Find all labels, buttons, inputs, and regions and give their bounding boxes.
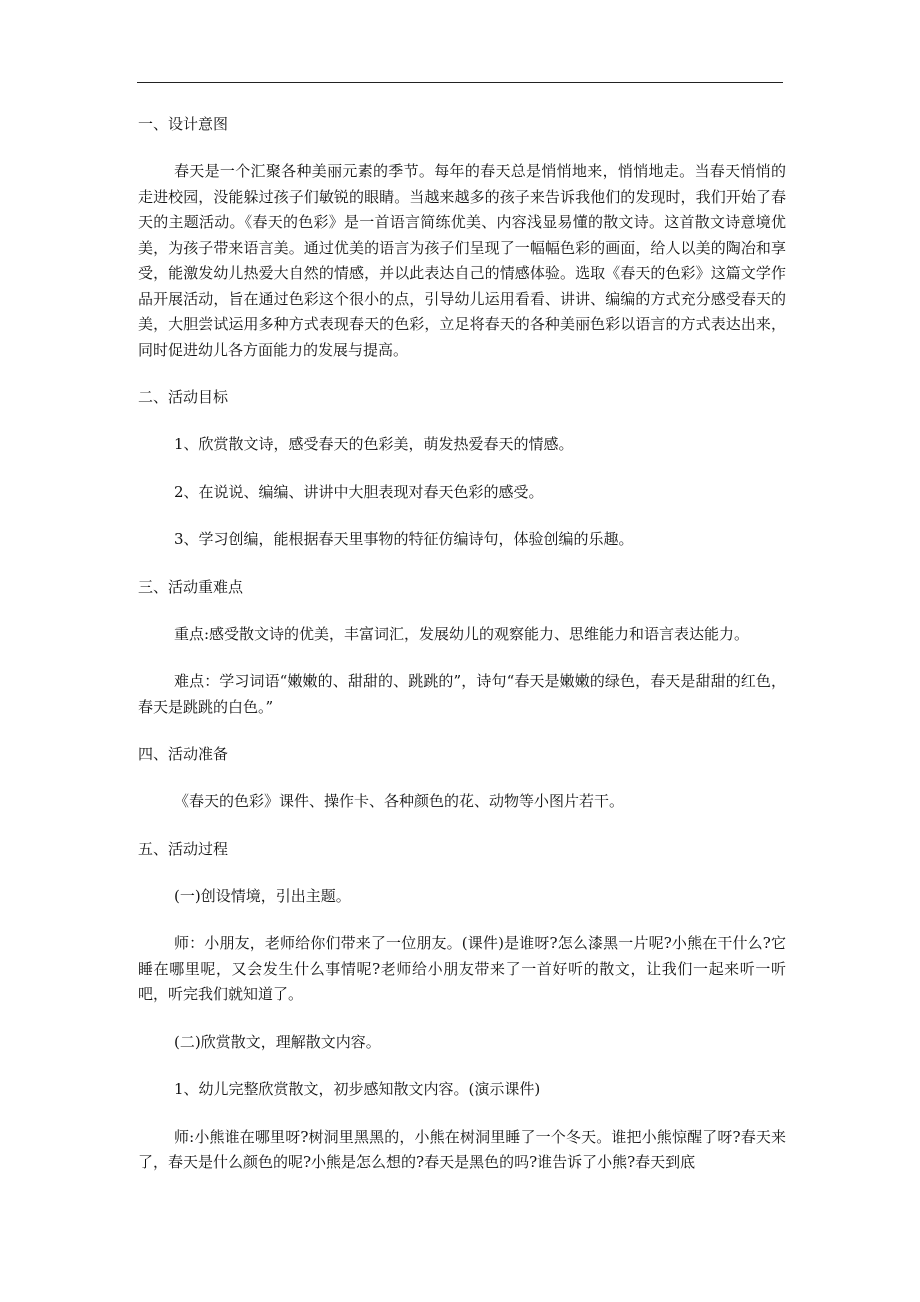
section-heading-design-intent: 一、设计意图 — [138, 115, 229, 133]
difficult-point-paragraph: 难点：学习词语“嫩嫩的、甜甜的、跳跳的”，诗句“春天是嫩嫩的绿色，春天是甜甜的红色，春天是跳跳的白色。” — [138, 672, 786, 716]
goal-item-2: 2、在说说、编编、讲讲中大胆表现对春天色彩的感受。 — [174, 482, 544, 501]
process-teacher-questions: 师:小熊谁在哪里呀?树洞里黑黑的，小熊在树洞里睡了一个冬天。谁把小熊惊醒了呀?春天来了，春天是什么颜色的呢?小熊是怎么想的?春天是黑色的吗?谁告诉了小熊?春天到底 — [138, 1127, 786, 1171]
section-heading-activity-goals: 二、活动目标 — [138, 388, 229, 406]
key-point-paragraph: 重点:感受散文诗的优美，丰富词汇，发展幼儿的观察能力、思维能力和语言表达能力。 — [174, 624, 750, 643]
goal-item-3: 3、学习创编，能根据春天里事物的特征仿编诗句，体验创编的乐趣。 — [174, 530, 634, 548]
preparation-paragraph: 《春天的色彩》课件、操作卡、各种颜色的花、动物等小图片若干。 — [174, 792, 625, 810]
design-intent-paragraph: 春天是一个汇聚各种美丽元素的季节。每年的春天总是悄悄地来，悄悄地走。当春天悄悄的走进校园，没能躲过孩子们敏锐的眼睛。当越来越多的孩子来告诉我他们的发现时，我们开始了春天的主题活动。《春天的色彩》是一首语言简练优美、内容浅显易懂的散文诗。这首散文诗意境优美，为孩子带来语言美。通过优美的语言为孩子们呈现了一幅幅色彩的画面，给人以美的陶冶和享受，能激发幼儿热爱大自然的情感，并以此表达自己的情感体验。选取《春天的色彩》这篇文学作品开展活动，旨在通过色彩这个很小的点，引导幼儿运用看看、讲讲、编编的方式充分感受春天的美，大胆尝试运用多种方式表现春天的色彩，立足将春天的各种美丽色彩以语言的方式表达出来，同时促进幼儿各方面能力的发展与提高。 — [138, 162, 786, 359]
section-heading-process: 五、活动过程 — [138, 839, 229, 858]
process-substep-1: 1、幼儿完整欣赏散文，初步感知散文内容。(演示课件) — [174, 1080, 541, 1098]
document-body — [138, 112, 786, 1176]
section-heading-preparation: 四、活动准备 — [138, 745, 229, 763]
process-teacher-intro: 师：小朋友，老师给你们带来了一位朋友。(课件)是谁呀?怎么漆黑一片呢?小熊在干什么?它睡在哪里呢，又会发生什么事情呢?老师给小朋友带来了一首好听的散文，让我们一起来听一听吧，听完我们就知道了。 — [138, 934, 786, 1003]
process-step-2-title: (二)欣赏散文，理解散文内容。 — [174, 1032, 381, 1051]
section-heading-key-points: 三、活动重难点 — [138, 577, 244, 596]
header-rule — [137, 82, 783, 83]
goal-item-1: 1、欣赏散文诗，感受春天的色彩美，萌发热爱春天的情感。 — [174, 435, 574, 453]
process-step-1-title: (一)创设情境，引出主题。 — [174, 886, 351, 905]
